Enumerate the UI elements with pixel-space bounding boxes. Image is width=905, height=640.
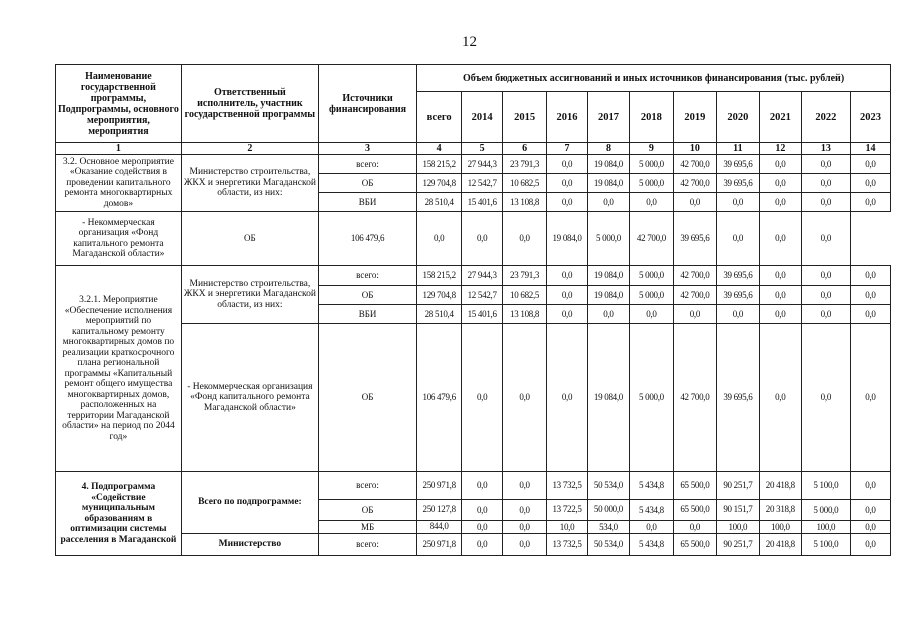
year-value-cell: 100,0 xyxy=(801,521,850,534)
year-value-cell: 0,0 xyxy=(759,286,801,305)
year-value-cell: 10,0 xyxy=(547,521,588,534)
funding-source: всего: xyxy=(318,155,416,174)
year-value-cell: 13 108,8 xyxy=(503,193,547,212)
year-value-cell: 10 682,5 xyxy=(503,286,547,305)
subprogram-name: 4. Подпрограмма «Содействие муниципальным образованиям в оптимизации системы расселения в Магаданской xyxy=(56,472,182,556)
funding-source: МБ xyxy=(318,521,416,534)
funding-source: ВБИ xyxy=(318,193,416,212)
table-row xyxy=(56,472,891,500)
responsible-participant: - Некоммерческая организация «Фонд капитального ремонта Магаданской области» xyxy=(56,212,182,266)
year-value-cell: 39 695,6 xyxy=(673,212,716,266)
year-value-cell: 12 542,7 xyxy=(462,286,503,305)
column-number: 13 xyxy=(801,143,850,155)
year-value-cell: 0,0 xyxy=(801,266,850,286)
year-value-cell: 42 700,0 xyxy=(673,324,716,472)
year-value-cell: 0,0 xyxy=(801,155,850,174)
year-value-cell: 5 000,0 xyxy=(629,286,673,305)
year-value-cell: 0,0 xyxy=(801,193,850,212)
total-value-cell: 28 510,4 xyxy=(417,193,462,212)
total-value-cell: 129 704,8 xyxy=(417,286,462,305)
year-value-cell: 0,0 xyxy=(759,305,801,324)
year-value-cell: 0,0 xyxy=(759,193,801,212)
activity-name: 3.2. Основное мероприятие «Оказание содействия в проведении капитального ремонта многоквартирных домов» xyxy=(56,155,182,212)
column-numbers-row xyxy=(56,143,891,155)
year-value-cell: 50 534,0 xyxy=(588,534,630,556)
year-value-cell: 5 000,0 xyxy=(629,155,673,174)
year-value-cell: 0,0 xyxy=(417,212,462,266)
year-value-cell: 90 251,7 xyxy=(716,534,759,556)
year-value-cell: 0,0 xyxy=(759,155,801,174)
header-year: 2014 xyxy=(462,92,503,143)
total-value-cell: 158 215,2 xyxy=(417,155,462,174)
year-value-cell: 39 695,6 xyxy=(716,324,759,472)
year-value-cell: 0,0 xyxy=(503,324,547,472)
header-year: 2022 xyxy=(801,92,850,143)
responsible-participant: - Некоммерческая организация «Фонд капитального ремонта Магаданской области» xyxy=(181,324,318,472)
year-value-cell: 0,0 xyxy=(716,193,759,212)
header-year: 2018 xyxy=(629,92,673,143)
year-value-cell: 0,0 xyxy=(673,193,716,212)
year-value-cell: 0,0 xyxy=(462,500,503,521)
funding-source: всего: xyxy=(318,472,416,500)
year-value-cell: 90 251,7 xyxy=(716,472,759,500)
year-value-cell: 42 700,0 xyxy=(629,212,673,266)
total-value-cell: 158 215,2 xyxy=(417,266,462,286)
year-value-cell: 23 791,3 xyxy=(503,266,547,286)
year-value-cell: 12 542,7 xyxy=(462,174,503,193)
year-value-cell: 0,0 xyxy=(759,324,801,472)
year-value-cell: 10 682,5 xyxy=(503,174,547,193)
year-value-cell: 5 000,0 xyxy=(629,174,673,193)
year-value-cell: 0,0 xyxy=(547,286,588,305)
year-value-cell: 0,0 xyxy=(759,266,801,286)
year-value-cell: 0,0 xyxy=(850,521,890,534)
year-value-cell: 42 700,0 xyxy=(673,266,716,286)
header-name: Наименование государственной программы, Подпрограммы, основного мероприятия, мероприятия xyxy=(56,65,182,143)
year-value-cell: 0,0 xyxy=(547,324,588,472)
year-value-cell: 39 695,6 xyxy=(716,286,759,305)
year-value-cell: 0,0 xyxy=(588,193,630,212)
year-value-cell: 5 434,8 xyxy=(629,472,673,500)
year-value-cell: 0,0 xyxy=(462,212,503,266)
year-value-cell: 39 695,6 xyxy=(716,155,759,174)
year-value-cell: 0,0 xyxy=(850,174,890,193)
year-value-cell: 13 722,5 xyxy=(547,500,588,521)
year-value-cell: 27 944,3 xyxy=(462,266,503,286)
year-value-cell: 20 418,8 xyxy=(759,472,801,500)
year-value-cell: 0,0 xyxy=(462,472,503,500)
year-value-cell: 27 944,3 xyxy=(462,155,503,174)
year-value-cell: 0,0 xyxy=(850,286,890,305)
year-value-cell: 0,0 xyxy=(547,305,588,324)
header-volume: Объем бюджетных ассигнований и иных источников финансирования (тыс. рублей) xyxy=(417,65,891,92)
year-value-cell: 65 500,0 xyxy=(673,500,716,521)
total-value-cell: 250 127,8 xyxy=(417,500,462,521)
year-value-cell: 0,0 xyxy=(629,305,673,324)
funding-source: ОБ xyxy=(318,500,416,521)
subprogram-total-label: Всего по подпрограмме: xyxy=(181,472,318,534)
year-value-cell: 0,0 xyxy=(462,534,503,556)
funding-source: ОБ xyxy=(181,212,318,266)
year-value-cell: 5 434,8 xyxy=(629,500,673,521)
year-value-cell: 39 695,6 xyxy=(716,266,759,286)
header-year: 2015 xyxy=(503,92,547,143)
column-number: 14 xyxy=(850,143,890,155)
year-value-cell: 19 084,0 xyxy=(588,174,630,193)
year-value-cell: 0,0 xyxy=(850,324,890,472)
year-value-cell: 0,0 xyxy=(801,174,850,193)
year-value-cell: 100,0 xyxy=(716,521,759,534)
header-year: 2021 xyxy=(759,92,801,143)
responsible-executor: Министерство строительства, ЖКХ и энергетики Магаданской области, из них: xyxy=(181,155,318,212)
year-value-cell: 0,0 xyxy=(801,324,850,472)
year-value-cell: 0,0 xyxy=(588,305,630,324)
year-value-cell: 0,0 xyxy=(547,155,588,174)
funding-source: ВБИ xyxy=(318,305,416,324)
activity-name: 3.2.1. Мероприятие «Обеспечение исполнения мероприятий по капитальному ремонту многоквартирных домов по реализации краткосрочного плана региональной программы «Капитальный ремонт общего имущества многоквартирных домов, расположенных на территории Магаданской области» на период по 2044 год» xyxy=(56,266,182,472)
year-value-cell: 19 084,0 xyxy=(547,212,588,266)
column-number: 8 xyxy=(588,143,630,155)
year-value-cell: 0,0 xyxy=(629,193,673,212)
year-value-cell: 0,0 xyxy=(547,266,588,286)
year-value-cell: 15 401,6 xyxy=(462,305,503,324)
year-value-cell: 0,0 xyxy=(547,174,588,193)
year-value-cell: 19 084,0 xyxy=(588,286,630,305)
header-responsible: Ответственный исполнитель, участник государственной программы xyxy=(181,65,318,143)
header-row-1 xyxy=(56,65,891,92)
header-year: 2016 xyxy=(547,92,588,143)
year-value-cell: 0,0 xyxy=(850,305,890,324)
year-value-cell: 0,0 xyxy=(629,521,673,534)
year-value-cell: 5 000,0 xyxy=(588,212,630,266)
year-value-cell: 15 401,6 xyxy=(462,193,503,212)
column-number: 4 xyxy=(417,143,462,155)
year-value-cell: 5 434,8 xyxy=(629,534,673,556)
year-value-cell: 0,0 xyxy=(462,521,503,534)
year-value-cell: 42 700,0 xyxy=(673,155,716,174)
year-value-cell: 13 108,8 xyxy=(503,305,547,324)
year-value-cell: 0,0 xyxy=(759,174,801,193)
year-value-cell: 0,0 xyxy=(462,324,503,472)
year-value-cell: 0,0 xyxy=(503,521,547,534)
year-value-cell: 0,0 xyxy=(850,155,890,174)
year-value-cell: 0,0 xyxy=(850,500,890,521)
year-value-cell: 0,0 xyxy=(801,286,850,305)
year-value-cell: 42 700,0 xyxy=(673,174,716,193)
table-row xyxy=(56,155,891,174)
column-number: 3 xyxy=(318,143,416,155)
total-value-cell: 106 479,6 xyxy=(318,212,416,266)
funding-source: всего: xyxy=(318,266,416,286)
column-number: 11 xyxy=(716,143,759,155)
year-value-cell: 0,0 xyxy=(850,193,890,212)
year-value-cell: 0,0 xyxy=(850,534,890,556)
year-value-cell: 5 000,0 xyxy=(629,324,673,472)
total-value-cell: 106 479,6 xyxy=(417,324,462,472)
column-number: 1 xyxy=(56,143,182,155)
funding-source: ОБ xyxy=(318,324,416,472)
column-number: 5 xyxy=(462,143,503,155)
header-year: 2019 xyxy=(673,92,716,143)
column-number: 2 xyxy=(181,143,318,155)
total-value-cell: 28 510,4 xyxy=(417,305,462,324)
column-number: 12 xyxy=(759,143,801,155)
year-value-cell: 13 732,5 xyxy=(547,534,588,556)
column-number: 7 xyxy=(547,143,588,155)
budget-table xyxy=(55,64,891,556)
header-year: 2017 xyxy=(588,92,630,143)
year-value-cell: 19 084,0 xyxy=(588,155,630,174)
year-value-cell: 0,0 xyxy=(850,266,890,286)
responsible-executor: Министерство строительства, ЖКХ и энергетики Магаданской области, из них: xyxy=(181,266,318,324)
responsible-executor: Министерство xyxy=(181,534,318,556)
year-value-cell: 0,0 xyxy=(716,212,759,266)
year-value-cell: 39 695,6 xyxy=(716,174,759,193)
page-number: 12 xyxy=(462,34,477,50)
year-value-cell: 0,0 xyxy=(503,472,547,500)
year-value-cell: 13 732,5 xyxy=(547,472,588,500)
year-value-cell: 5 100,0 xyxy=(801,534,850,556)
year-value-cell: 19 084,0 xyxy=(588,324,630,472)
year-value-cell: 0,0 xyxy=(801,212,850,266)
year-value-cell: 0,0 xyxy=(801,305,850,324)
year-value-cell: 0,0 xyxy=(673,305,716,324)
total-value-cell: 844,0 xyxy=(417,521,462,534)
funding-source: всего: xyxy=(318,534,416,556)
year-value-cell: 65 500,0 xyxy=(673,534,716,556)
header-source: Источники финансирования xyxy=(318,65,416,143)
year-value-cell: 23 791,3 xyxy=(503,155,547,174)
year-value-cell: 65 500,0 xyxy=(673,472,716,500)
header-year: 2020 xyxy=(716,92,759,143)
total-value-cell: 250 971,8 xyxy=(417,472,462,500)
table-row xyxy=(56,212,891,266)
funding-source: ОБ xyxy=(318,174,416,193)
table-row xyxy=(56,266,891,286)
year-value-cell: 42 700,0 xyxy=(673,286,716,305)
year-value-cell: 50 534,0 xyxy=(588,472,630,500)
column-number: 9 xyxy=(629,143,673,155)
header-year: 2023 xyxy=(850,92,890,143)
year-value-cell: 0,0 xyxy=(850,472,890,500)
year-value-cell: 534,0 xyxy=(588,521,630,534)
year-value-cell: 20 418,8 xyxy=(759,534,801,556)
year-value-cell: 0,0 xyxy=(547,193,588,212)
year-value-cell: 90 151,7 xyxy=(716,500,759,521)
year-value-cell: 0,0 xyxy=(503,500,547,521)
year-value-cell: 50 000,0 xyxy=(588,500,630,521)
year-value-cell: 19 084,0 xyxy=(588,266,630,286)
year-value-cell: 0,0 xyxy=(503,212,547,266)
year-value-cell: 20 318,8 xyxy=(759,500,801,521)
year-value-cell: 5 000,0 xyxy=(629,266,673,286)
column-number: 10 xyxy=(673,143,716,155)
year-value-cell: 5 000,0 xyxy=(801,500,850,521)
year-value-cell: 0,0 xyxy=(503,534,547,556)
total-value-cell: 250 971,8 xyxy=(417,534,462,556)
year-value-cell: 5 100,0 xyxy=(801,472,850,500)
total-value-cell: 129 704,8 xyxy=(417,174,462,193)
column-number: 6 xyxy=(503,143,547,155)
year-value-cell: 100,0 xyxy=(759,521,801,534)
year-value-cell: 0,0 xyxy=(673,521,716,534)
table-row xyxy=(56,324,891,472)
header-total: всего xyxy=(417,92,462,143)
funding-source: ОБ xyxy=(318,286,416,305)
year-value-cell: 0,0 xyxy=(759,212,801,266)
table-row xyxy=(56,534,891,556)
year-value-cell: 0,0 xyxy=(716,305,759,324)
